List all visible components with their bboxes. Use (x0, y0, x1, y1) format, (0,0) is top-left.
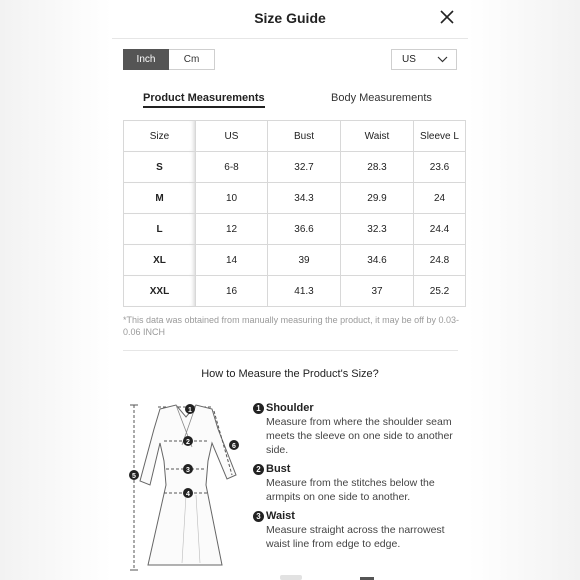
divider (123, 350, 458, 351)
step-number-badge: 2 (253, 464, 264, 475)
background-left (0, 0, 112, 580)
step-title: Waist (266, 510, 295, 522)
table-cell: 34.6 (341, 245, 414, 276)
table-header-cell: Waist (341, 121, 414, 152)
step-description: Measure straight across the narrowest waist line from edge to edge. (266, 524, 445, 550)
diagram-marker (183, 436, 193, 446)
table-cell: 10 (196, 183, 268, 214)
table-row (124, 276, 466, 307)
step-number-badge: 3 (253, 511, 264, 522)
svg-text:1: 1 (188, 407, 192, 414)
how-to-measure-title: How to Measure the Product's Size? (201, 368, 379, 380)
table-cell: 41.3 (268, 276, 341, 307)
list-item (253, 401, 453, 457)
tab-product-measurements[interactable]: Product Measurements (143, 92, 265, 108)
page-title: Size Guide (254, 10, 326, 26)
step-title: Shoulder (266, 402, 314, 414)
step-number-badge: 1 (253, 403, 264, 414)
table-cell: 36.6 (268, 214, 341, 245)
unit-toggle (123, 49, 215, 70)
table-cell: 39 (268, 245, 341, 276)
table-cell: 14 (196, 245, 268, 276)
table-cell: 23.6 (414, 152, 466, 183)
background-right (468, 0, 580, 580)
diagram-marker (183, 464, 193, 474)
table-cell: XXL (124, 276, 196, 307)
diagram-marker (183, 488, 193, 498)
svg-text:6: 6 (232, 443, 236, 450)
region-select-value: US (402, 54, 416, 65)
table-cell: 34.3 (268, 183, 341, 214)
svg-text:2: 2 (186, 439, 190, 446)
table-cell: XL (124, 245, 196, 276)
svg-text:5: 5 (132, 473, 136, 480)
table-cell: 32.3 (341, 214, 414, 245)
measurement-note: *This data was obtained from manually measuring the product, it may be off by 0.03-0.06 INCH (123, 315, 460, 337)
diagram-marker (129, 470, 139, 480)
table-cell: M (124, 183, 196, 214)
bottom-nav-partial (112, 573, 468, 580)
table-cell: 16 (196, 276, 268, 307)
region-select[interactable] (391, 49, 457, 70)
svg-text:4: 4 (186, 491, 190, 498)
diagram-marker (229, 440, 239, 450)
step-description: Measure from where the shoulder seam meets the sleeve on one side to another side. (266, 416, 453, 456)
table-cell: 24.8 (414, 245, 466, 276)
table-header-cell: Bust (268, 121, 341, 152)
table-cell: 37 (341, 276, 414, 307)
unit-cm-button[interactable]: Cm (169, 49, 215, 70)
table-row (124, 245, 466, 276)
table-cell: 24.4 (414, 214, 466, 245)
table-header-cell: Sleeve L (414, 121, 466, 152)
table-cell: 25.2 (414, 276, 466, 307)
size-guide-sheet (112, 0, 468, 580)
tab-body-measurements[interactable]: Body Measurements (331, 92, 432, 104)
measurement-tabs (112, 92, 468, 112)
chevron-down-icon (437, 56, 448, 63)
svg-text:3: 3 (186, 467, 190, 474)
table-cell: L (124, 214, 196, 245)
table-cell: 24 (414, 183, 466, 214)
size-table (123, 120, 466, 307)
table-cell: S (124, 152, 196, 183)
table-cell: 28.3 (341, 152, 414, 183)
dress-diagram-image (126, 395, 266, 580)
table-cell: 12 (196, 214, 268, 245)
table-header-row (124, 121, 466, 152)
table-row (124, 183, 466, 214)
table-cell: 32.7 (268, 152, 341, 183)
table-row (124, 214, 466, 245)
diagram-marker (185, 404, 195, 414)
table-header-cell: Size (124, 121, 196, 152)
step-description: Measure from the stitches below the armpits on one side to another. (266, 477, 435, 503)
table-cell: 29.9 (341, 183, 414, 214)
measure-steps (253, 401, 453, 556)
table-header-cell: US (196, 121, 268, 152)
list-item (253, 462, 453, 504)
list-item (253, 509, 453, 551)
table-row (124, 152, 466, 183)
close-icon[interactable] (438, 8, 456, 26)
unit-inch-button[interactable]: Inch (123, 49, 169, 70)
sheet-header (112, 0, 468, 39)
table-cell: 6-8 (196, 152, 268, 183)
step-title: Bust (266, 463, 291, 475)
